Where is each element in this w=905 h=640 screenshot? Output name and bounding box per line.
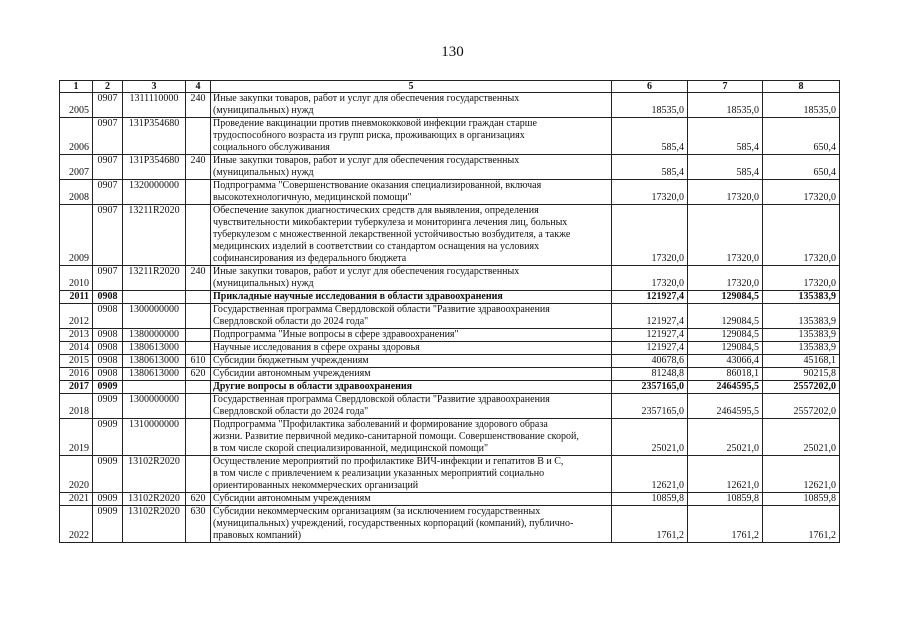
description-line: Обеспечение закупок диагностических средств для выявления, определения	[213, 205, 539, 216]
description-line: медицинских изделий в соответствии со стандартом оснащения на условиях	[213, 241, 540, 252]
amount-col-8: 17320,0	[763, 205, 840, 266]
table-row	[60, 291, 840, 304]
amount-col-7: 86018,1	[688, 368, 763, 381]
row-number: 2011	[60, 291, 93, 304]
amount-col-7: 129084,5	[688, 304, 763, 329]
expense-type-code	[186, 342, 211, 355]
expense-type-code	[186, 456, 211, 493]
description	[211, 456, 612, 493]
amount-col-8: 25021,0	[763, 419, 840, 456]
description-line: Другие вопросы в области здравоохранения	[213, 381, 413, 392]
table-row	[60, 493, 840, 506]
amount-col-7: 585,4	[688, 155, 763, 180]
target-article-code: 1380613000	[123, 368, 186, 381]
table-row	[60, 419, 840, 456]
section-code: 0908	[93, 291, 123, 304]
description-line: Научные исследования в сфере охраны здоровья	[213, 342, 420, 353]
section-code: 0907	[93, 155, 123, 180]
col-header-3: 3	[123, 81, 186, 93]
description-line: социального обслуживания	[213, 142, 330, 153]
amount-col-8: 17320,0	[763, 180, 840, 205]
description-line: Субсидии некоммерческим организациям (за исключением государственных	[213, 506, 541, 517]
amount-col-8: 45168,1	[763, 355, 840, 368]
target-article-code: 1380000000	[123, 329, 186, 342]
section-code: 0907	[93, 266, 123, 291]
table-row	[60, 506, 840, 543]
col-header-8: 8	[763, 81, 840, 93]
description-line: в том числе скорой специализированной, медицинской помощи"	[213, 443, 489, 454]
description	[211, 118, 612, 155]
description-line: высокотехнологичную, медицинской помощи"	[213, 192, 412, 203]
section-code: 0909	[93, 419, 123, 456]
row-number: 2014	[60, 342, 93, 355]
expense-type-code: 240	[186, 155, 211, 180]
col-header-5: 5	[211, 81, 612, 93]
row-number: 2016	[60, 368, 93, 381]
description-line: в том числе с привлечением к реализации указанных мероприятий социально	[213, 468, 545, 479]
amount-col-7: 17320,0	[688, 180, 763, 205]
section-code: 0907	[93, 118, 123, 155]
amount-col-7: 129084,5	[688, 342, 763, 355]
expense-type-code: 620	[186, 493, 211, 506]
table-row	[60, 329, 840, 342]
table-row	[60, 368, 840, 381]
amount-col-8: 135383,9	[763, 329, 840, 342]
row-number: 2012	[60, 304, 93, 329]
target-article-code	[123, 291, 186, 304]
table-row	[60, 304, 840, 329]
expense-type-code	[186, 329, 211, 342]
amount-col-6: 17320,0	[612, 266, 688, 291]
expense-type-code	[186, 304, 211, 329]
row-number: 2018	[60, 394, 93, 419]
table-body	[60, 93, 840, 543]
description	[211, 266, 612, 291]
amount-col-6: 17320,0	[612, 205, 688, 266]
description-line: (муниципальных) нужд	[213, 167, 314, 178]
amount-col-6: 25021,0	[612, 419, 688, 456]
description-line: Свердловской области до 2024 года"	[213, 316, 369, 327]
description-line: Государственная программа Свердловской области "Развитие здравоохранения	[213, 394, 550, 405]
description-line: Субсидии автономным учреждениям	[213, 368, 371, 379]
expense-type-code	[186, 118, 211, 155]
description-line: (муниципальных) учреждений, государственных корпораций (компаний), публично-	[213, 518, 574, 529]
table-row	[60, 381, 840, 394]
description	[211, 329, 612, 342]
section-code: 0909	[93, 506, 123, 543]
target-article-code: 1380613000	[123, 342, 186, 355]
description-line: Иные закупки товаров, работ и услуг для обеспечения государственных	[213, 155, 520, 166]
description-line: Осуществление мероприятий по профилактике ВИЧ-инфекции и гепатитов В и С,	[213, 456, 564, 467]
description	[211, 180, 612, 205]
description-line: жизни. Развитие первичной медико-санитарной помощи. Совершенствование скорой,	[213, 431, 579, 442]
description-line: Подпрограмма "Профилактика заболеваний и формирование здорового образа	[213, 419, 548, 430]
amount-col-6: 12621,0	[612, 456, 688, 493]
target-article-code: 1300000000	[123, 394, 186, 419]
description-line: (муниципальных) нужд	[213, 105, 314, 116]
amount-col-6: 17320,0	[612, 180, 688, 205]
description	[211, 368, 612, 381]
amount-col-7: 43066,4	[688, 355, 763, 368]
expense-type-code	[186, 205, 211, 266]
row-number: 2009	[60, 205, 93, 266]
section-code: 0909	[93, 381, 123, 394]
amount-col-7: 25021,0	[688, 419, 763, 456]
target-article-code: 1311110000	[123, 93, 186, 118]
section-code: 0909	[93, 493, 123, 506]
description	[211, 394, 612, 419]
col-header-1: 1	[60, 81, 93, 93]
target-article-code: 1320000000	[123, 180, 186, 205]
amount-col-8: 650,4	[763, 155, 840, 180]
amount-col-6: 121927,4	[612, 342, 688, 355]
row-number: 2022	[60, 506, 93, 543]
amount-col-7: 17320,0	[688, 205, 763, 266]
target-article-code: 131P354680	[123, 118, 186, 155]
table-row	[60, 155, 840, 180]
col-header-2: 2	[93, 81, 123, 93]
amount-col-8: 1761,2	[763, 506, 840, 543]
target-article-code: 13102R2020	[123, 493, 186, 506]
page-number: 130	[441, 44, 464, 60]
row-number: 2015	[60, 355, 93, 368]
target-article-code: 13102R2020	[123, 456, 186, 493]
amount-col-7: 17320,0	[688, 266, 763, 291]
amount-col-7: 129084,5	[688, 291, 763, 304]
expense-type-code: 620	[186, 368, 211, 381]
table-row	[60, 266, 840, 291]
target-article-code: 1310000000	[123, 419, 186, 456]
description-line: чувствительности микобактерии туберкулеза и мониторинга лечения лиц, больных	[213, 217, 568, 228]
amount-col-7: 1761,2	[688, 506, 763, 543]
description	[211, 419, 612, 456]
description	[211, 93, 612, 118]
table-row	[60, 342, 840, 355]
description	[211, 493, 612, 506]
description	[211, 342, 612, 355]
amount-col-7: 585,4	[688, 118, 763, 155]
description-line: Иные закупки товаров, работ и услуг для обеспечения государственных	[213, 93, 520, 104]
amount-col-6: 40678,6	[612, 355, 688, 368]
amount-col-8: 135383,9	[763, 291, 840, 304]
col-header-4: 4	[186, 81, 211, 93]
amount-col-7: 2464595,5	[688, 394, 763, 419]
target-article-code: 1380613000	[123, 355, 186, 368]
description-line: Субсидии автономным учреждениям	[213, 493, 371, 504]
amount-col-6: 121927,4	[612, 291, 688, 304]
section-code: 0909	[93, 456, 123, 493]
expense-type-code: 240	[186, 266, 211, 291]
description-line: Государственная программа Свердловской области "Развитие здравоохранения	[213, 304, 550, 315]
description-line: Субсидии бюджетным учреждениям	[213, 355, 369, 366]
description	[211, 506, 612, 543]
row-number: 2006	[60, 118, 93, 155]
description	[211, 291, 612, 304]
amount-col-8: 2557202,0	[763, 394, 840, 419]
table-row	[60, 355, 840, 368]
amount-col-6: 121927,4	[612, 329, 688, 342]
row-number: 2010	[60, 266, 93, 291]
description	[211, 381, 612, 394]
amount-col-7: 10859,8	[688, 493, 763, 506]
description	[211, 355, 612, 368]
header-row	[60, 81, 840, 93]
expense-type-code	[186, 180, 211, 205]
table-row	[60, 93, 840, 118]
amount-col-7: 2464595,5	[688, 381, 763, 394]
row-number: 2020	[60, 456, 93, 493]
table-row	[60, 180, 840, 205]
section-code: 0908	[93, 355, 123, 368]
col-header-7: 7	[688, 81, 763, 93]
section-code: 0908	[93, 329, 123, 342]
row-number: 2005	[60, 93, 93, 118]
amount-col-7: 18535,0	[688, 93, 763, 118]
amount-col-8: 135383,9	[763, 304, 840, 329]
row-number: 2017	[60, 381, 93, 394]
description-line: Прикладные научные исследования в области здравоохранения	[213, 291, 503, 302]
amount-col-8: 135383,9	[763, 342, 840, 355]
amount-col-6: 585,4	[612, 118, 688, 155]
description	[211, 155, 612, 180]
col-header-6: 6	[612, 81, 688, 93]
expense-type-code	[186, 419, 211, 456]
section-code: 0908	[93, 304, 123, 329]
budget-table	[59, 80, 840, 543]
table-row	[60, 456, 840, 493]
description-line: туберкулезом с множественной лекарственной устойчивостью возбудителя, а также	[213, 229, 571, 240]
description-line: Проведение вакцинации против пневмококковой инфекции граждан старше	[213, 118, 537, 129]
target-article-code: 13211R2020	[123, 205, 186, 266]
target-article-code: 1300000000	[123, 304, 186, 329]
description-line: Иные закупки товаров, работ и услуг для обеспечения государственных	[213, 266, 520, 277]
description-line: софинансирования из федерального бюджета	[213, 253, 407, 264]
amount-col-6: 81248,8	[612, 368, 688, 381]
table-row	[60, 205, 840, 266]
amount-col-8: 650,4	[763, 118, 840, 155]
section-code: 0907	[93, 205, 123, 266]
table-row	[60, 394, 840, 419]
description-line: (муниципальных) нужд	[213, 278, 314, 289]
amount-col-6: 1761,2	[612, 506, 688, 543]
description-line: ориентированных некоммерческих организаций	[213, 480, 419, 491]
row-number: 2007	[60, 155, 93, 180]
section-code: 0907	[93, 180, 123, 205]
expense-type-code	[186, 381, 211, 394]
description	[211, 304, 612, 329]
expense-type-code: 610	[186, 355, 211, 368]
amount-col-8: 12621,0	[763, 456, 840, 493]
description-line: правовых компаний)	[213, 530, 302, 541]
expense-type-code	[186, 394, 211, 419]
amount-col-8: 10859,8	[763, 493, 840, 506]
amount-col-8: 90215,8	[763, 368, 840, 381]
expense-type-code	[186, 291, 211, 304]
amount-col-6: 18535,0	[612, 93, 688, 118]
amount-col-7: 12621,0	[688, 456, 763, 493]
description-line: Подпрограмма "Совершенствование оказания специализированной, включая	[213, 180, 542, 191]
amount-col-8: 2557202,0	[763, 381, 840, 394]
amount-col-8: 17320,0	[763, 266, 840, 291]
row-number: 2021	[60, 493, 93, 506]
amount-col-6: 2357165,0	[612, 394, 688, 419]
amount-col-6: 2357165,0	[612, 381, 688, 394]
target-article-code: 131P354680	[123, 155, 186, 180]
section-code: 0908	[93, 342, 123, 355]
amount-col-7: 129084,5	[688, 329, 763, 342]
section-code: 0909	[93, 394, 123, 419]
expense-type-code: 240	[186, 93, 211, 118]
section-code: 0908	[93, 368, 123, 381]
amount-col-6: 10859,8	[612, 493, 688, 506]
amount-col-6: 121927,4	[612, 304, 688, 329]
description-line: Подпрограмма "Иные вопросы в сфере здравоохранения"	[213, 329, 459, 340]
target-article-code: 13211R2020	[123, 266, 186, 291]
description-line: трудоспособного возраста из групп риска, проживающих в организациях	[213, 130, 525, 141]
description	[211, 205, 612, 266]
description-line: Свердловской области до 2024 года"	[213, 406, 369, 417]
expense-type-code: 630	[186, 506, 211, 543]
amount-col-8: 18535,0	[763, 93, 840, 118]
target-article-code	[123, 381, 186, 394]
row-number: 2019	[60, 419, 93, 456]
row-number: 2013	[60, 329, 93, 342]
target-article-code: 13102R2020	[123, 506, 186, 543]
row-number: 2008	[60, 180, 93, 205]
table-row	[60, 118, 840, 155]
amount-col-6: 585,4	[612, 155, 688, 180]
section-code: 0907	[93, 93, 123, 118]
